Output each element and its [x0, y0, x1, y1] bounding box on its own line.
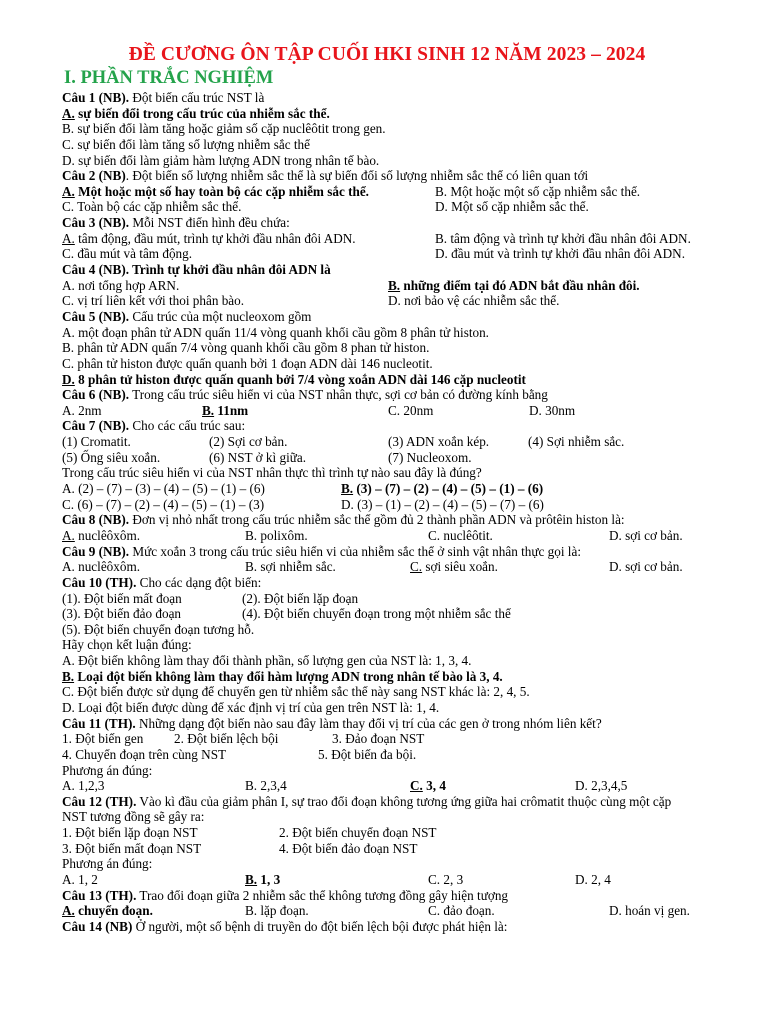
- text-segment: A.: [62, 105, 75, 121]
- answer-column: [435, 199, 589, 215]
- text-segment: B. Một hoặc một số cặp nhiễm sắc thể.: [435, 183, 641, 199]
- text-segment: Câu 2 (NB): [62, 168, 126, 184]
- answer-column: [174, 731, 278, 747]
- text-segment: (2) Sợi cơ bản.: [209, 434, 288, 450]
- answer-column: [242, 591, 358, 607]
- answer-column: [388, 434, 489, 450]
- text-segment: B.: [388, 277, 401, 293]
- text-segment: D. sợi cơ bản.: [609, 559, 683, 575]
- answer-column: [428, 903, 495, 919]
- text-segment: A.: [62, 183, 75, 199]
- answer-column: [341, 497, 544, 513]
- document-line: [62, 575, 768, 591]
- answer-column: [435, 231, 691, 247]
- text-segment: C. sự biến đổi làm tăng số lượng nhiễm sắc thể: [62, 136, 310, 152]
- document-line: [62, 450, 768, 466]
- answer-column: [575, 872, 611, 888]
- text-segment: Cho các dạng đột biến:: [136, 574, 262, 590]
- text-segment: A. Đột biến không làm thay đổi thành phần, số lượng gen của NST là: 1, 3, 4.: [62, 653, 472, 669]
- text-segment: B. sự biến đổi làm tăng hoặc giảm số cặp nuclêôtit trong gen.: [62, 121, 386, 137]
- text-segment: D. hoán vị gen.: [609, 903, 690, 919]
- text-segment: (4). Đột biến chuyển đoạn trong một nhiễm sắc thể: [242, 606, 511, 622]
- text-segment: D. 30nm: [529, 402, 576, 418]
- text-segment: Trong cấu trúc siêu hiển vi của NST nhân thực thì trình tự nào sau đây là đúng?: [62, 465, 482, 481]
- text-segment: 11nm: [214, 402, 249, 418]
- text-segment: D.: [62, 371, 75, 387]
- document-line: [62, 215, 768, 231]
- text-segment: C. vị trí liên kết với thoi phân bào.: [62, 293, 245, 309]
- text-segment: (3) – (7) – (2) – (4) – (5) – (1) – (6): [353, 481, 544, 497]
- text-segment: D. sợi cơ bản.: [609, 527, 683, 543]
- text-segment: (7) Nucleoxom.: [388, 449, 472, 465]
- document-line: [62, 278, 768, 294]
- text-segment: C. đảo đoạn.: [428, 903, 495, 919]
- document-line: [62, 356, 768, 372]
- document-line: [62, 418, 768, 434]
- text-segment: B. tâm động và trình tự khởi đầu nhân đôi ADN.: [435, 230, 691, 246]
- document-line: [62, 856, 768, 872]
- text-segment: B.: [245, 872, 258, 888]
- text-segment: 1. Đột biến lặp đoạn NST: [62, 825, 198, 841]
- document-line: [62, 794, 768, 810]
- text-segment: Câu 9 (NB).: [62, 543, 130, 559]
- text-segment: Trao đổi đoạn giữa 2 nhiễm sắc thể không tương đồng gây hiện tượng: [136, 887, 509, 903]
- answer-column: [332, 731, 424, 747]
- document-line: [62, 888, 768, 904]
- text-segment: Mỗi NST điển hình đều chứa:: [129, 215, 290, 231]
- text-segment: C.: [410, 559, 423, 575]
- document-line: [62, 591, 768, 607]
- document-line: [62, 731, 768, 747]
- answer-column: [242, 606, 511, 622]
- document-line: [62, 653, 768, 669]
- answer-column: [609, 528, 683, 544]
- text-segment: Đột biến cấu trúc NST là: [129, 90, 265, 105]
- text-segment: A. 1, 2: [62, 872, 98, 888]
- text-segment: Những dạng đột biến nào sau đây làm thay đổi vị trí của các gen ở trong nhóm liên kết?: [135, 715, 602, 731]
- text-segment: D. 2,3,4,5: [575, 778, 628, 794]
- section-heading: I. PHẦN TRẮC NGHIỆM: [64, 68, 274, 88]
- document-line: [62, 481, 768, 497]
- document-line: [62, 184, 768, 200]
- text-segment: D. 2, 4: [575, 872, 611, 888]
- answer-column: [529, 403, 575, 419]
- document-line: [62, 903, 768, 919]
- answer-column: [202, 403, 248, 419]
- answer-column: [428, 872, 463, 888]
- text-segment: A. nơi tổng hợp ARN.: [62, 277, 180, 293]
- document-line: [62, 669, 768, 685]
- answer-column: [388, 278, 640, 294]
- document-line: [62, 387, 768, 403]
- text-segment: NST tương đồng sẽ gây ra:: [62, 809, 205, 825]
- document-line: [62, 637, 768, 653]
- answer-column: [410, 559, 498, 575]
- text-segment: nuclêôxôm.: [74, 527, 141, 543]
- text-segment: (6) NST ở kì giữa.: [209, 449, 307, 465]
- answer-column: [209, 450, 306, 466]
- answer-column: [245, 528, 308, 544]
- document-line: [62, 684, 768, 700]
- question-list: [62, 90, 768, 935]
- text-segment: D. Một số cặp nhiễm sắc thể.: [435, 199, 589, 215]
- text-segment: Phương án đúng:: [62, 856, 153, 872]
- document-line: [62, 528, 768, 544]
- document-line: [62, 544, 768, 560]
- text-segment: Vào kì đầu của giảm phân I, sự trao đổi đoạn không tương ứng giữa hai crômatit thuộc cùng một cặp: [136, 793, 672, 809]
- text-segment: 1, 3: [257, 872, 281, 888]
- text-segment: chuyển đoạn.: [74, 903, 153, 919]
- text-segment: Ở người, một số bệnh di truyền do đột biến lệch bội được phát hiện là:: [132, 918, 508, 934]
- document-line: [62, 778, 768, 794]
- document-line: [62, 841, 768, 857]
- text-segment: Câu 3 (NB).: [62, 215, 130, 231]
- text-segment: B. lặp đoạn.: [245, 903, 309, 919]
- answer-column: [341, 481, 543, 497]
- document-line: [62, 403, 768, 419]
- answer-column: [428, 528, 493, 544]
- text-segment: sợi siêu xoắn.: [422, 559, 498, 575]
- text-segment: D. sự biến đổi làm giảm hàm lượng ADN trong nhân tế bào.: [62, 152, 380, 168]
- answer-column: [609, 559, 683, 575]
- text-segment: A.: [62, 230, 75, 246]
- text-segment: Cho các cấu trúc sau:: [129, 418, 246, 434]
- document-line: [62, 747, 768, 763]
- text-segment: 4. Đột biến đảo đoạn NST: [279, 840, 418, 856]
- document-line: [62, 293, 768, 309]
- text-segment: C. phân tử histon được quấn quanh bởi 1 đoạn ADN dài 146 nucleotit.: [62, 355, 433, 371]
- text-segment: A.: [62, 903, 75, 919]
- answer-column: [410, 778, 446, 794]
- document-line: [62, 763, 768, 779]
- text-segment: 3, 4: [422, 778, 446, 794]
- document-line: [62, 153, 768, 169]
- text-segment: Câu 13 (TH).: [62, 887, 137, 903]
- answer-column: [209, 434, 287, 450]
- document-line: [62, 340, 768, 356]
- answer-column: [245, 559, 336, 575]
- document-line: [62, 309, 768, 325]
- text-segment: A. một đoạn phân tử ADN quấn 11/4 vòng quanh khối cầu gồm 8 phân tử histon.: [62, 324, 489, 340]
- answer-column: [388, 450, 472, 466]
- text-segment: B. sợi nhiễm sắc.: [245, 559, 336, 575]
- text-segment: (2). Đột biến lặp đoạn: [242, 590, 359, 606]
- answer-column: [609, 903, 690, 919]
- answer-column: [388, 403, 433, 419]
- document-line: [62, 106, 768, 122]
- text-segment: Câu 8 (NB).: [62, 512, 130, 528]
- text-segment: 5. Đột biến đa bội.: [318, 746, 417, 762]
- text-segment: Trong cấu trúc siêu hiển vi của NST nhân thực, sợi cơ bản có đường kính bằng: [129, 387, 548, 403]
- text-segment: . Đột biến số lượng nhiễm sắc thể là sự biến đổi số lượng nhiễm sắc thể có liên quan tới: [125, 168, 589, 184]
- text-segment: B.: [62, 668, 75, 684]
- document-line: [62, 872, 768, 888]
- document-line: [62, 199, 768, 215]
- text-segment: Phương án đúng:: [62, 762, 153, 778]
- text-segment: C. 20nm: [388, 402, 434, 418]
- text-segment: A. 1,2,3: [62, 778, 105, 794]
- document-line: [62, 465, 768, 481]
- answer-column: [279, 825, 437, 841]
- text-segment: Một hoặc một số hay toàn bộ các cặp nhiễm sắc thể.: [74, 183, 369, 199]
- text-segment: C. Đột biến được sử dụng để chuyển gen từ nhiễm sắc thể này sang NST khác là: 2, 4, 5.: [62, 684, 530, 700]
- text-segment: Câu 7 (NB).: [62, 418, 130, 434]
- document-line: [62, 919, 768, 935]
- text-segment: 2. Đột biến lệch bội: [174, 731, 279, 747]
- text-segment: (5). Đột biến chuyển đoạn tương hỗ.: [62, 621, 255, 637]
- document-line: [62, 90, 768, 106]
- document-line: [62, 622, 768, 638]
- document-line: [62, 325, 768, 341]
- document-line: [62, 262, 768, 278]
- text-segment: Câu 11 (TH).: [62, 715, 136, 731]
- text-segment: Câu 1 (NB).: [62, 90, 130, 105]
- document-line: [62, 231, 768, 247]
- answer-column: [435, 184, 640, 200]
- text-segment: B.: [341, 481, 354, 497]
- answer-column: [318, 747, 416, 763]
- answer-column: [245, 903, 309, 919]
- text-segment: Loại đột biến không làm thay đổi hàm lượng ADN trong nhân tế bào là 3, 4.: [74, 668, 503, 684]
- text-segment: C. Toàn bộ các cặp nhiễm sắc thể.: [62, 199, 242, 215]
- text-segment: 3. Đảo đoạn NST: [332, 731, 425, 747]
- document-line: [62, 497, 768, 513]
- answer-column: [575, 778, 627, 794]
- document-line: [62, 137, 768, 153]
- text-segment: C. 2, 3: [428, 872, 464, 888]
- text-segment: B. 2,3,4: [245, 778, 287, 794]
- text-segment: (3) ADN xoắn kép.: [388, 434, 490, 450]
- text-segment: (5) Ống siêu xoắn.: [62, 449, 161, 465]
- text-segment: (3). Đột biến đảo đoạn: [62, 606, 182, 622]
- document-line: [62, 606, 768, 622]
- answer-column: [245, 872, 280, 888]
- document-title: ĐỀ CƯƠNG ÔN TẬP CUỐI HKI SINH 12 NĂM 2023 – 2024: [128, 44, 646, 65]
- text-segment: (1) Cromatit.: [62, 434, 131, 450]
- text-segment: 1. Đột biến gen: [62, 731, 144, 747]
- document-line: [62, 121, 768, 137]
- document-line: [62, 512, 768, 528]
- document-line: [62, 246, 768, 262]
- answer-column: [435, 246, 685, 262]
- text-segment: B. phân tử ADN quấn 7/4 vòng quanh khối cầu gồm 8 phan tử histon.: [62, 340, 430, 356]
- text-segment: D. (3) – (1) – (2) – (4) – (5) – (7) – (6): [341, 496, 544, 512]
- text-segment: Câu 10 (TH).: [62, 574, 137, 590]
- text-segment: C. nuclêôtit.: [428, 527, 493, 543]
- answer-column: [245, 778, 287, 794]
- text-segment: Hãy chọn kết luận đúng:: [62, 637, 192, 653]
- text-segment: C. đầu mút và tâm động.: [62, 246, 193, 262]
- document-line: [62, 559, 768, 575]
- text-segment: D. nơi bảo vệ các nhiễm sắc thể.: [388, 293, 560, 309]
- text-segment: (1). Đột biến mất đoạn: [62, 590, 182, 606]
- text-segment: B. polixôm.: [245, 527, 308, 543]
- text-segment: 4. Chuyển đoạn trên cùng NST: [62, 746, 227, 762]
- text-segment: A.: [62, 527, 75, 543]
- document-line: [62, 372, 768, 388]
- document-line: [62, 168, 768, 184]
- text-segment: A. nuclêôxôm.: [62, 559, 141, 575]
- text-segment: B.: [202, 402, 215, 418]
- document-line: [62, 809, 768, 825]
- text-segment: C. (6) – (7) – (2) – (4) – (5) – (1) – (3): [62, 496, 265, 512]
- answer-column: [528, 434, 624, 450]
- text-segment: sự biến đổi trong cấu trúc của nhiễm sắc thể.: [74, 105, 330, 121]
- text-segment: Câu 4 (NB). Trình tự khởi đầu nhân đôi ADN là: [62, 262, 331, 278]
- document-line: [62, 434, 768, 450]
- text-segment: Câu 12 (TH).: [62, 793, 137, 809]
- answer-column: [388, 293, 559, 309]
- text-segment: Câu 5 (NB).: [62, 308, 130, 324]
- text-segment: D. đầu mút và trình tự khởi đầu nhân đôi ADN.: [435, 246, 686, 262]
- text-segment: D. Loại đột biến được dùng để xác định vị trí của gen trên NST là: 1, 4.: [62, 699, 440, 715]
- document-line: [62, 825, 768, 841]
- text-segment: 8 phân tử histon được quấn quanh bởi 7/4 vòng xoắn ADN dài 146 cặp nucleotit: [74, 371, 526, 387]
- text-segment: C.: [410, 778, 423, 794]
- document-line: [62, 716, 768, 732]
- text-segment: 2. Đột biến chuyển đoạn NST: [279, 825, 437, 841]
- text-segment: Đơn vị nhỏ nhất trong cấu trúc nhiễm sắc thể gồm đủ 2 thành phần ADN và prôtêin histon là:: [129, 512, 625, 528]
- text-segment: những điểm tại đó ADN bắt đầu nhân đôi.: [400, 277, 640, 293]
- text-segment: (4) Sợi nhiễm sắc.: [528, 434, 625, 450]
- text-segment: Câu 14 (NB): [62, 918, 133, 934]
- answer-column: [279, 841, 417, 857]
- text-segment: Câu 6 (NB).: [62, 387, 130, 403]
- text-segment: A. 2nm: [62, 402, 102, 418]
- document-line: [62, 700, 768, 716]
- text-segment: 3. Đột biến mất đoạn NST: [62, 840, 202, 856]
- text-segment: Mức xoắn 3 trong cấu trúc siêu hiển vi của nhiễm sắc thể ở sinh vật nhân thực gọi là:: [129, 543, 581, 559]
- text-segment: Cấu trúc của một nucleoxom gồm: [129, 308, 312, 324]
- text-segment: tâm động, đầu mút, trình tự khởi đầu nhân đôi ADN.: [74, 230, 356, 246]
- text-segment: A. (2) – (7) – (3) – (4) – (5) – (1) – (6): [62, 481, 265, 497]
